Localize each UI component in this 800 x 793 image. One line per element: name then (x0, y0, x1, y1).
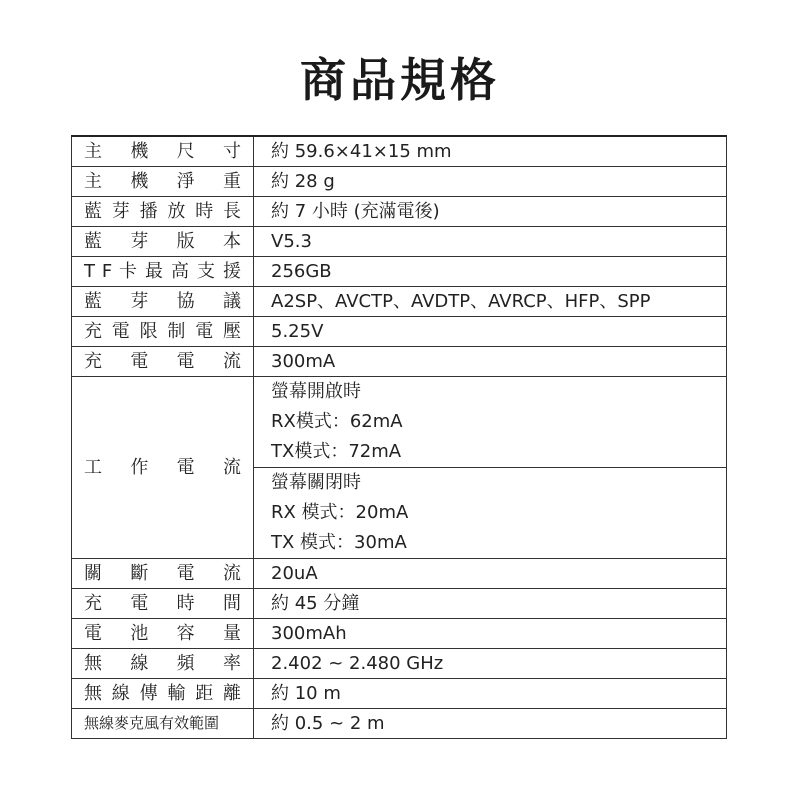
row-value: 20uA (254, 559, 727, 589)
table-row (72, 619, 727, 649)
row-label: 電 池 容 量 (72, 619, 254, 649)
screen-on-tx: TX模式：72mA (271, 441, 402, 462)
page-title: 商品規格 (300, 53, 500, 107)
screen-off-group (254, 468, 726, 558)
row-value: 約 7 小時 (充滿電後) (254, 197, 727, 227)
table-row (72, 197, 727, 227)
row-label: 充 電 限 制 電 壓 (72, 317, 254, 347)
row-label: 藍 芽 版 本 (72, 227, 254, 257)
table-row (72, 709, 727, 739)
row-label: 主 機 尺 寸 (72, 136, 254, 167)
row-label: 工 作 電 流 (72, 377, 254, 559)
table-row (72, 317, 727, 347)
row-value: 約 45 分鐘 (254, 589, 727, 619)
row-label: T F 卡 最 高 支 援 (72, 257, 254, 287)
screen-on-heading: 螢幕開啟時 (271, 381, 361, 402)
row-value: 2.402 ~ 2.480 GHz (254, 649, 727, 679)
screen-off-rx: RX 模式：20mA (271, 502, 409, 523)
row-value: 約 28 g (254, 167, 727, 197)
table-row (72, 649, 727, 679)
row-value: 256GB (254, 257, 727, 287)
screen-off-heading: 螢幕關閉時 (271, 472, 361, 493)
row-label: 無線麥克風有效範圍 (72, 709, 254, 739)
screen-on-rx: RX模式：62mA (271, 411, 403, 432)
row-value: 約 0.5 ~ 2 m (254, 709, 727, 739)
row-value: V5.3 (254, 227, 727, 257)
table-row (72, 347, 727, 377)
table-row (72, 167, 727, 197)
row-value: 約 10 m (254, 679, 727, 709)
row-label: 藍 芽 播 放 時 長 (72, 197, 254, 227)
table-row (72, 287, 727, 317)
table-row (72, 257, 727, 287)
row-value: A2SP、AVCTP、AVDTP、AVRCP、HFP、SPP (254, 287, 727, 317)
table-row-working-current (72, 377, 727, 559)
row-label: 藍 芽 協 議 (72, 287, 254, 317)
table-row (72, 136, 727, 167)
row-label: 充 電 時 間 (72, 589, 254, 619)
row-label: 關 斷 電 流 (72, 559, 254, 589)
screen-off-tx: TX 模式：30mA (271, 532, 407, 553)
row-value: 300mA (254, 347, 727, 377)
row-label: 無 線 頻 率 (72, 649, 254, 679)
spec-table (71, 135, 727, 739)
working-current-values (254, 377, 727, 559)
table-row (72, 589, 727, 619)
table-row (72, 559, 727, 589)
row-label: 主 機 淨 重 (72, 167, 254, 197)
row-label: 充 電 電 流 (72, 347, 254, 377)
table-row (72, 227, 727, 257)
row-label: 無 線 傳 輸 距 離 (72, 679, 254, 709)
row-value: 約 59.6×41×15 mm (254, 136, 727, 167)
screen-on-group (254, 377, 726, 468)
row-value: 5.25V (254, 317, 727, 347)
table-row (72, 679, 727, 709)
row-value: 300mAh (254, 619, 727, 649)
